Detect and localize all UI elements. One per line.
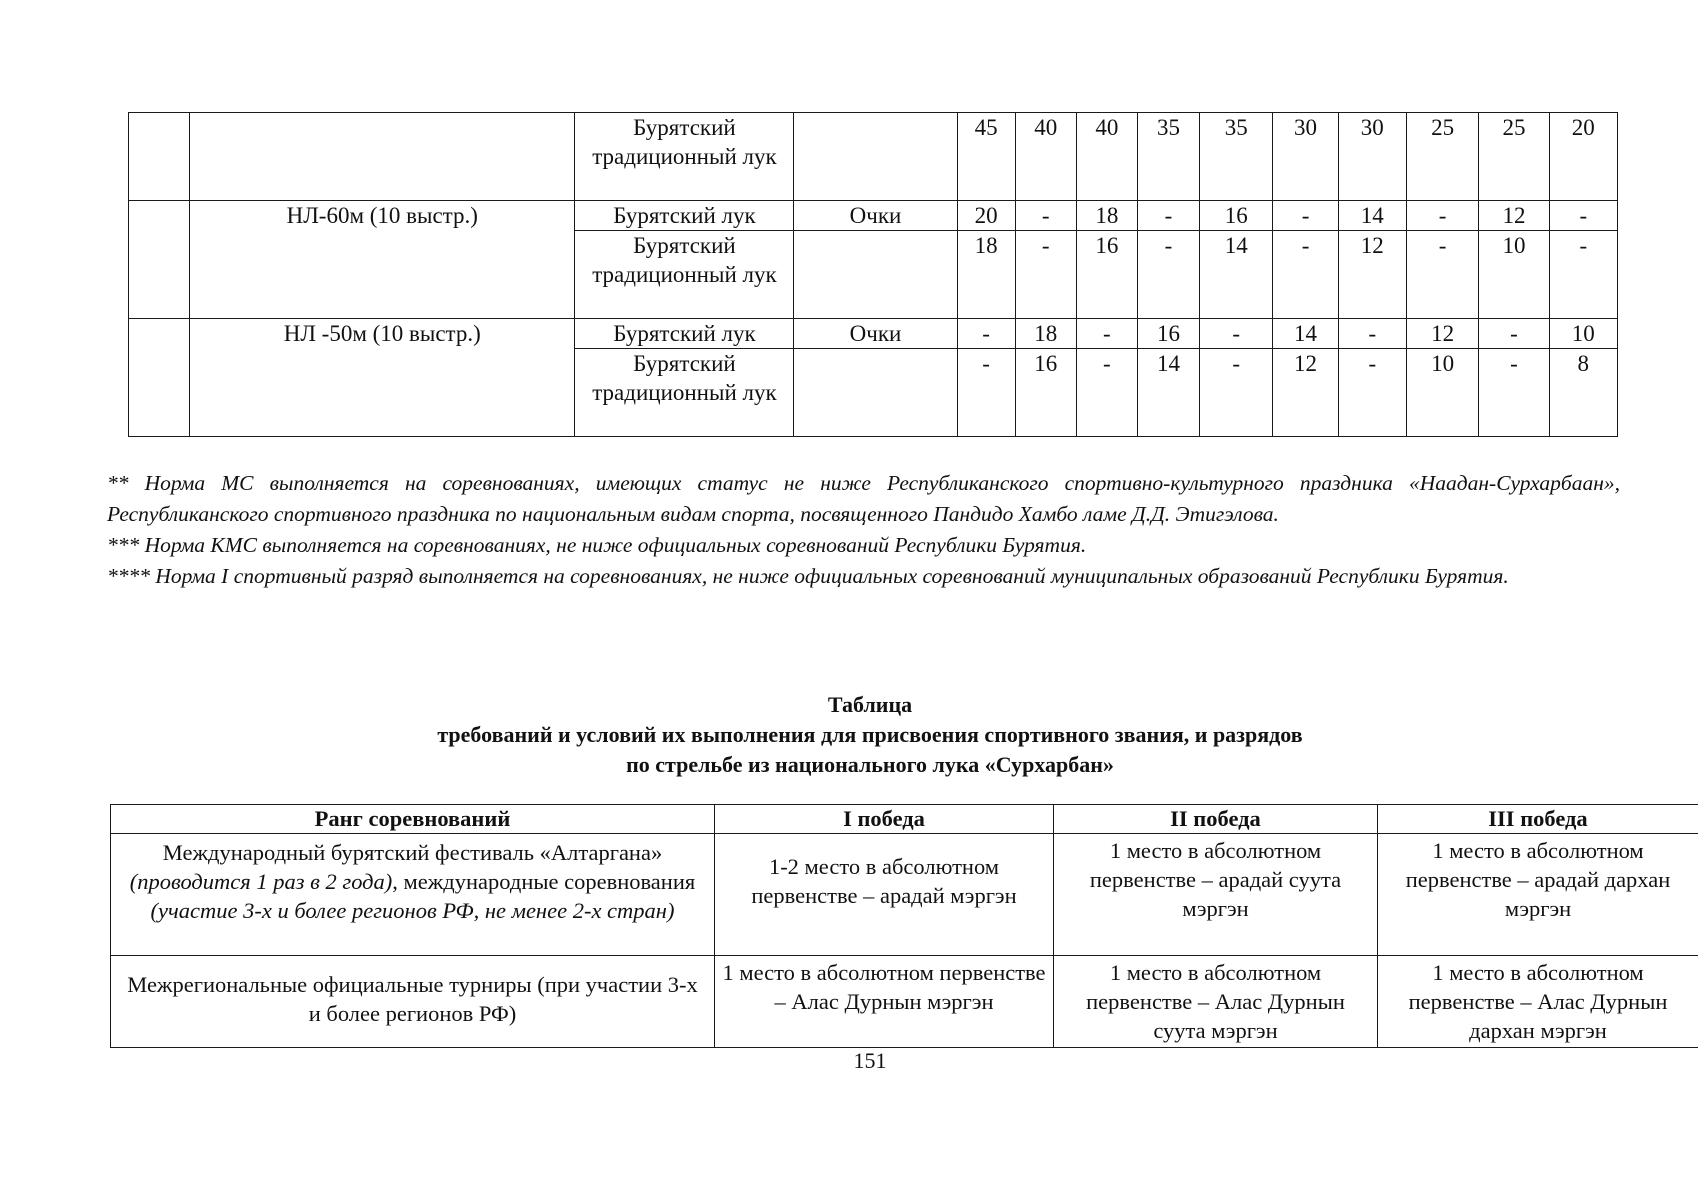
norm-value: 45: [957, 113, 1015, 201]
norm-value: -: [1137, 231, 1199, 319]
norm-value: -: [1406, 231, 1478, 319]
column-header: I победа: [715, 805, 1054, 834]
footnote-ms: ** Норма МС выполняется на соревнованиях, имеющих статус не ниже Республиканского спортивно-культурного праздника «Наадан-Сурхарбаан», Республиканского спортивного праздника по национальным видам спорта, посвященного Пандидо Хамбо ламе Д.Д. Этигэлова.: [107, 471, 1620, 526]
norm-value: 18: [1076, 201, 1137, 231]
event-name-cell: НЛ-60м (10 выстр.): [190, 201, 575, 319]
competition-rank-cell: Межрегиональные официальные турниры (при участии 3-х и более регионов РФ): [111, 956, 715, 1048]
norm-value: 16: [1076, 231, 1137, 319]
norm-value: 12: [1273, 349, 1338, 437]
table-row: [129, 113, 1618, 201]
norm-value: 10: [1479, 231, 1549, 319]
bow-type-cell: Бурятский традиционный лук: [575, 349, 794, 437]
norm-value: 10: [1406, 349, 1478, 437]
norm-value: -: [1273, 231, 1338, 319]
second-win-cell: 1 место в абсолютном первенстве – Алас Дурнын суута мэргэн: [1054, 956, 1378, 1048]
norm-value: -: [1479, 319, 1549, 349]
third-win-cell: 1 место в абсолютном первенстве – Алас Дурнын дархан мэргэн: [1378, 956, 1698, 1048]
norm-value: 30: [1273, 113, 1338, 201]
table-cell: [794, 349, 957, 437]
unit-cell: Очки: [794, 319, 957, 349]
table-cell: [129, 319, 190, 437]
norm-value: -: [1200, 349, 1273, 437]
footnote-first-rank: **** Норма I спортивный разряд выполняется на соревнованиях, не ниже официальных соревнований муниципальных образований Республики Бурятия.: [107, 564, 1509, 588]
norm-value: 40: [1015, 113, 1076, 201]
second-win-cell: 1 место в абсолютном первенстве – арадай суута мэргэн: [1054, 834, 1378, 956]
table-row: [111, 834, 1698, 956]
norm-value: 18: [1015, 319, 1076, 349]
table-cell: [190, 113, 575, 201]
norm-value: -: [957, 349, 1015, 437]
norm-value: 14: [1137, 349, 1199, 437]
norm-value: 12: [1338, 231, 1406, 319]
norm-value: -: [1015, 201, 1076, 231]
norm-value: -: [1549, 201, 1617, 231]
event-name-cell: НЛ -50м (10 выстр.): [190, 319, 575, 437]
norm-value: -: [957, 319, 1015, 349]
norm-value: -: [1338, 349, 1406, 437]
footnote-kms: *** Норма КМС выполняется на соревнованиях, не ниже официальных соревнований Республики Бурятия.: [107, 533, 1087, 557]
table-header-row: [111, 805, 1698, 834]
table-row: [129, 201, 1618, 231]
column-header: Ранг соревнований: [111, 805, 715, 834]
norm-value: 25: [1406, 113, 1478, 201]
norm-value: 30: [1338, 113, 1406, 201]
norm-value: 14: [1338, 201, 1406, 231]
norm-value: -: [1549, 231, 1617, 319]
requirements-table: [110, 804, 1698, 1048]
rank-note: (участие 3-х и более регионов РФ, не менее 2-х стран): [150, 898, 675, 923]
page-number: 151: [853, 1048, 887, 1073]
norm-value: 8: [1549, 349, 1617, 437]
norm-value: 16: [1015, 349, 1076, 437]
norm-value: 25: [1479, 113, 1549, 201]
rank-text: Международный бурятский фестиваль «Алтаргана»: [162, 840, 663, 865]
footnotes: [107, 468, 1620, 592]
column-header: II победа: [1054, 805, 1378, 834]
bow-type-cell: Бурятский лук: [575, 201, 794, 231]
title-line: требований и условий их выполнения для присвоения спортивного звания, и разрядов: [437, 722, 1303, 747]
bow-type-cell: Бурятский традиционный лук: [575, 113, 794, 201]
first-win-cell: 1-2 место в абсолютном первенстве – арадай мэргэн: [715, 834, 1054, 956]
norm-value: 12: [1479, 201, 1549, 231]
bow-type-cell: Бурятский лук: [575, 319, 794, 349]
norm-value: 20: [1549, 113, 1617, 201]
norm-value: -: [1076, 319, 1137, 349]
norm-value: 14: [1273, 319, 1338, 349]
table-cell: [794, 231, 957, 319]
norm-value: 14: [1200, 231, 1273, 319]
norm-value: -: [1479, 349, 1549, 437]
norm-value: -: [1137, 201, 1199, 231]
norm-value: 35: [1200, 113, 1273, 201]
norm-value: 20: [957, 201, 1015, 231]
table-title: [0, 690, 1698, 780]
rank-text: , международные соревнования: [392, 869, 696, 894]
norm-value: -: [1273, 201, 1338, 231]
norms-table: [128, 112, 1618, 437]
norm-value: -: [1015, 231, 1076, 319]
unit-cell: Очки: [794, 201, 957, 231]
third-win-cell: 1 место в абсолютном первенстве – арадай дархан мэргэн: [1378, 834, 1698, 956]
norm-value: 16: [1200, 201, 1273, 231]
competition-rank-cell: [111, 834, 715, 956]
norm-value: -: [1076, 349, 1137, 437]
table-row: [129, 319, 1618, 349]
title-line: по стрельбе из национального лука «Сурхарбан»: [626, 752, 1114, 777]
table-cell: [129, 201, 190, 319]
norm-value: 10: [1549, 319, 1617, 349]
rank-note: (проводится 1 раз в 2 года): [129, 869, 393, 894]
norm-value: -: [1406, 201, 1478, 231]
table-row: [111, 956, 1698, 1048]
norm-value: 16: [1137, 319, 1199, 349]
column-header: III победа: [1378, 805, 1698, 834]
norm-value: 18: [957, 231, 1015, 319]
norm-value: 40: [1076, 113, 1137, 201]
table-cell: [794, 113, 957, 201]
norm-value: -: [1338, 319, 1406, 349]
norm-value: 12: [1406, 319, 1478, 349]
table-cell: [129, 113, 190, 201]
norm-value: 35: [1137, 113, 1199, 201]
norm-value: -: [1200, 319, 1273, 349]
bow-type-cell: Бурятский традиционный лук: [575, 231, 794, 319]
title-line: Таблица: [827, 692, 913, 717]
first-win-cell: 1 место в абсолютном первенстве – Алас Дурнын мэргэн: [715, 956, 1054, 1048]
